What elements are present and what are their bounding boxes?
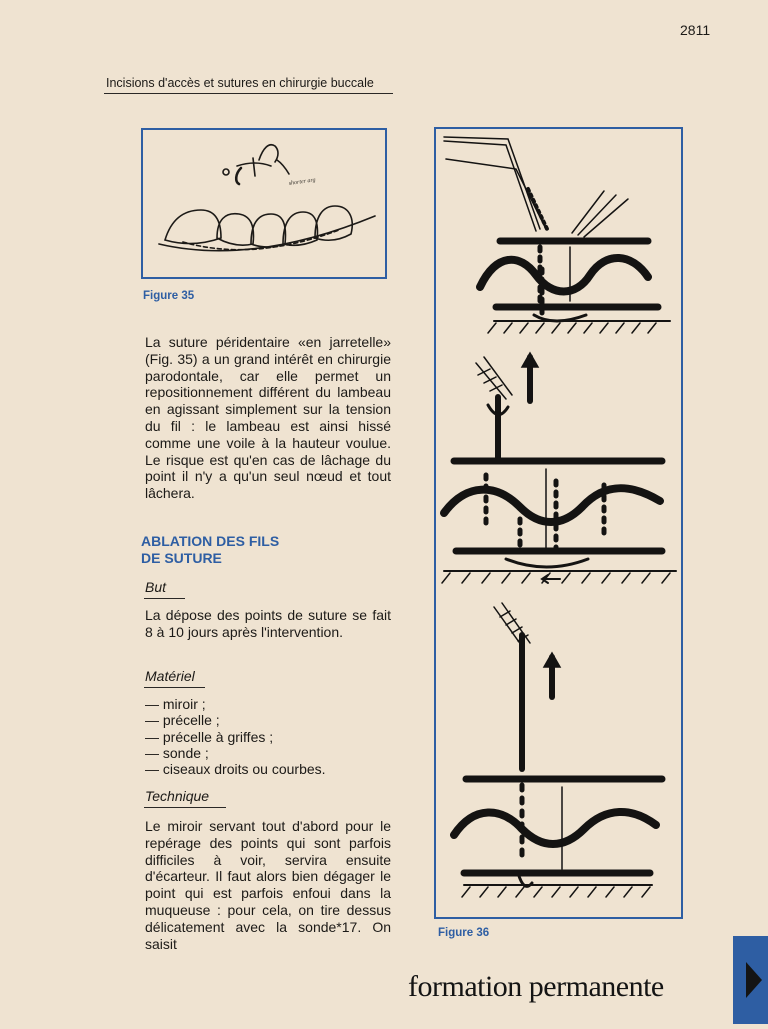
- running-title-rule: [104, 93, 393, 94]
- figure-35-caption: Figure 35: [143, 290, 195, 302]
- section-title-line1: ABLATION DES FILS: [141, 533, 280, 549]
- play-arrow-icon: [733, 936, 768, 1024]
- list-item: — sonde ;: [145, 744, 209, 761]
- section-title: [141, 533, 279, 567]
- figure-36-panel-1: [444, 137, 670, 333]
- figure-35: [141, 128, 387, 279]
- heading-but-rule: [144, 598, 185, 599]
- figure-36: [434, 127, 683, 919]
- section-title-line2: DE SUTURE: [141, 549, 222, 566]
- list-item: — précelle ;: [145, 712, 220, 729]
- heading-technique: Technique: [145, 788, 210, 804]
- materiel-list: [145, 696, 326, 777]
- heading-technique-rule: [144, 807, 226, 808]
- figure-36-panel-2: [442, 353, 676, 583]
- paragraph-technique: Le miroir servant tout d'abord pour le repérage des points qui sont parfois difficiles à voir, servira ensuite d'écarteur. Il faut alors bien dégager le point qui est parfois enfoui dans la muqueuse : pour cela, on tire dessus délicatement avec la sonde*17. On saisit: [145, 818, 391, 952]
- list-item: — précelle à griffes ;: [145, 728, 274, 745]
- paragraph-suture-jarretelle: La suture péridentaire «en jarretelle» (Fig. 35) a un grand intérêt en chirurgie parodontale, car elle permet un repositionnement différent du lambeau en agissant simplement sur la tension du fil : le lambeau est ainsi hissé comme une voile à la hauteur voulue. Le risque est qu'en cas de lâchage du point il n'y a qu'un seul nœud et tout lâchera.: [145, 334, 391, 502]
- brand-tab: [733, 936, 768, 1024]
- list-item: — ciseaux droits ou courbes.: [145, 761, 326, 778]
- figure-36-panel-3: [454, 603, 662, 897]
- figure-35-annotation: shorter arg: [288, 177, 316, 187]
- paragraph-but: La dépose des points de suture se fait 8 à 10 jours après l'intervention.: [145, 607, 391, 640]
- heading-but: But: [145, 579, 167, 595]
- heading-materiel-rule: [144, 687, 205, 688]
- list-item: — miroir ;: [145, 696, 206, 712]
- page-number: 2811: [680, 22, 711, 38]
- heading-materiel: Matériel: [145, 668, 195, 684]
- brand-footer: formation permanente: [408, 970, 664, 1003]
- figure-36-caption: Figure 36: [438, 927, 490, 939]
- running-title: Incisions d'accès et sutures en chirurgie buccale: [106, 76, 374, 90]
